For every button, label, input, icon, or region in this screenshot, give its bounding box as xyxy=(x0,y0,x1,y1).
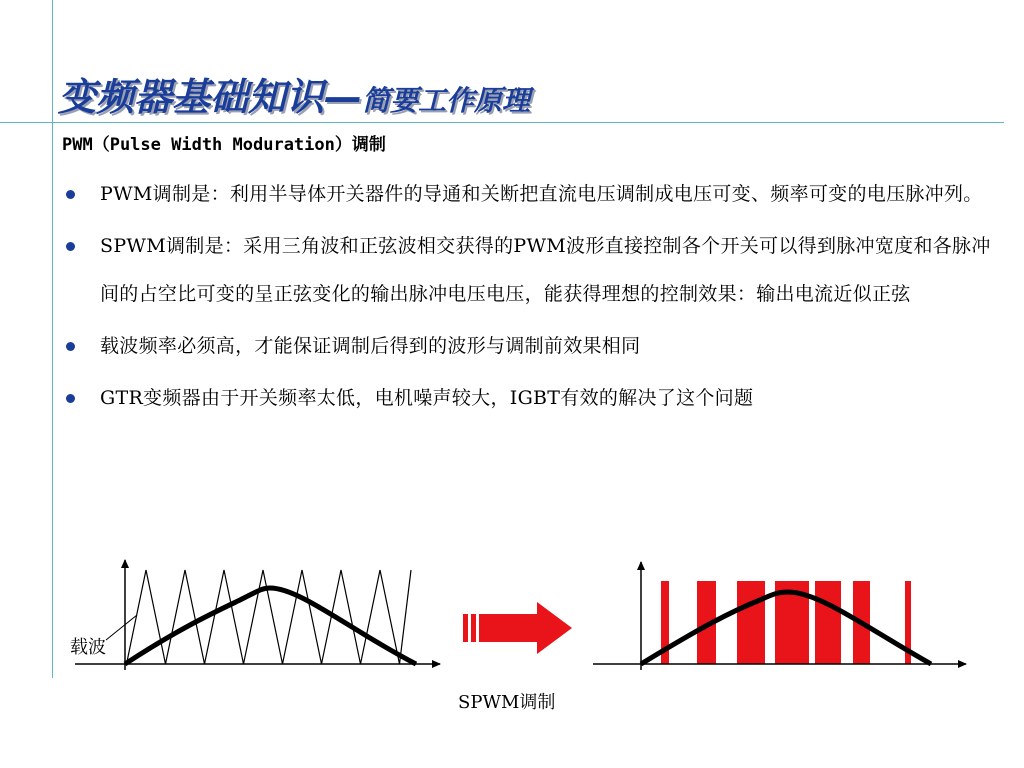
pwm-pulse xyxy=(737,581,765,664)
arrow-stripe xyxy=(463,614,468,642)
spwm-caption: SPWM调制 xyxy=(458,692,556,713)
carrier-triangle-wave xyxy=(127,570,412,664)
carrier-triangle-polyline xyxy=(127,570,412,664)
slide-title-main: 变频器基础知识— xyxy=(58,75,363,119)
transform-arrow xyxy=(463,602,572,654)
slide-title-sub: 简要工作原理 xyxy=(362,84,531,117)
pwm-pulse xyxy=(815,581,841,664)
arrow-right-icon xyxy=(479,602,572,654)
bullet-text: GTR变频器由于开关频率太低，电机噪声较大，IGBT有效的解决了这个问题 xyxy=(100,387,754,409)
pwm-output-panel xyxy=(593,562,966,670)
section-heading: PWM（Pulse Width Moduration）调制 xyxy=(62,135,386,155)
bullet-text: PWM调制是：利用半导体开关器件的导通和关断把直流电压调制成电压可变、频率可变的电压脉冲列。 xyxy=(100,183,983,205)
sine-reference-wave xyxy=(125,588,416,664)
bullet-text: 载波频率必须高，才能保证调制后得到的波形与调制前效果相同 xyxy=(100,335,641,357)
carrier-panel xyxy=(75,560,440,670)
arrow-stripe xyxy=(471,614,476,642)
carrier-label: 载波 xyxy=(70,637,106,658)
bullet-text: SPWM调制是：采用三角波和正弦波相交获得的PWM波形直接控制各个开关可以得到脉冲宽度和各脉冲间的占空比可变的呈正弦变化的输出脉冲电压电压，能获得理想的控制效果：输出电流近似正弦 xyxy=(100,235,991,305)
